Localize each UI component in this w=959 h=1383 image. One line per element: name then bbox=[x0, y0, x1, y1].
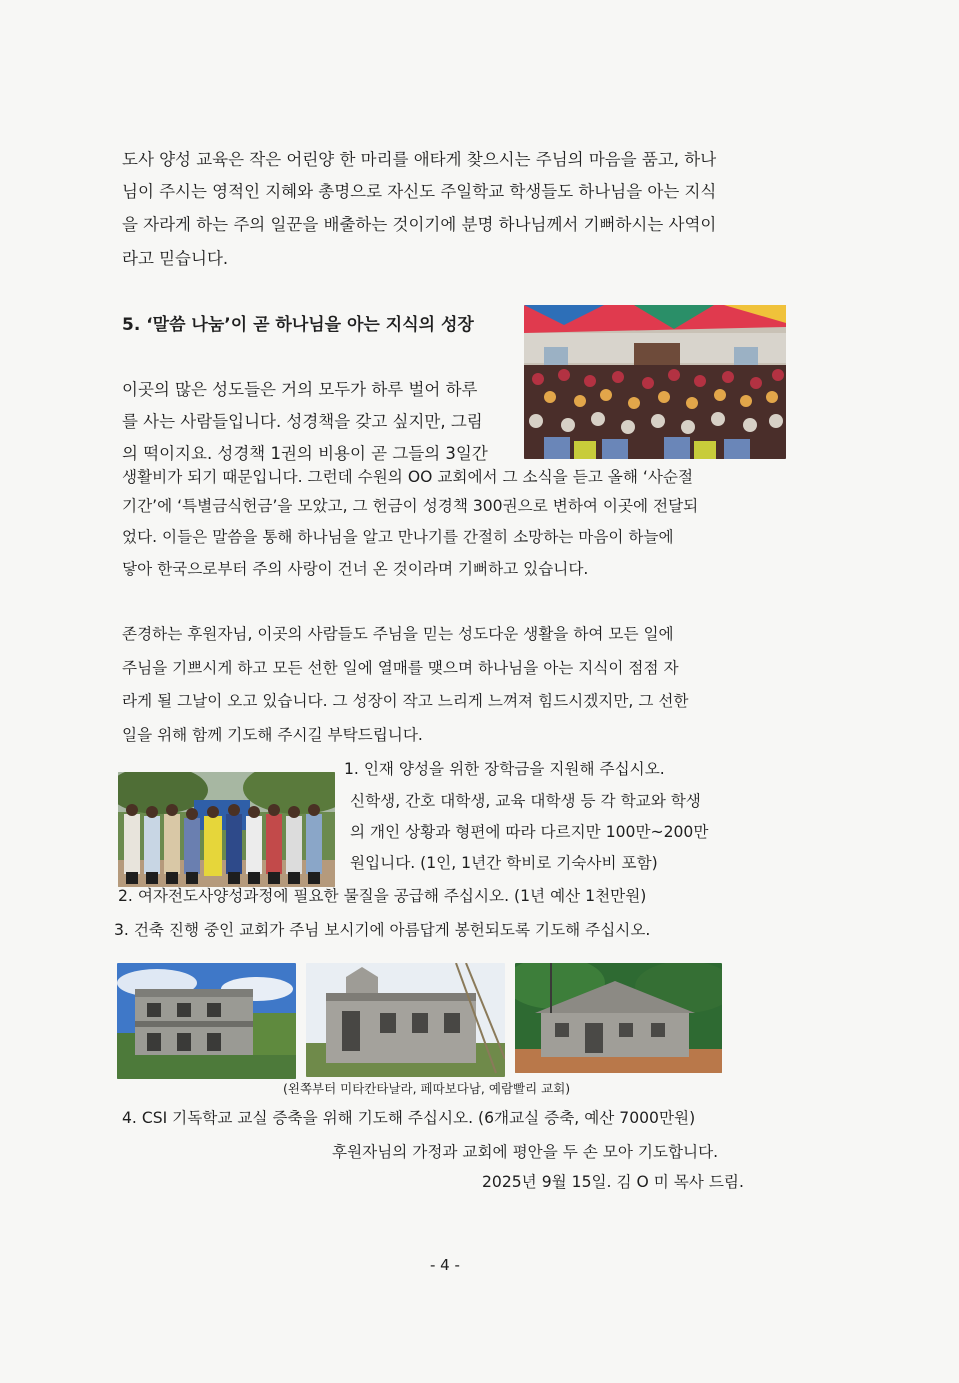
appeal-line: 주님을 기쁘시게 하고 모든 선한 일에 열매를 맺으며 하나님을 아는 지식이 점점 자 bbox=[122, 659, 679, 677]
request-item-3: 3. 건축 진행 중인 교회가 주님 보시기에 아름답게 봉헌되도록 기도해 주십시오. bbox=[114, 921, 651, 939]
request-item-4: 4. CSI 기독학교 교실 증축을 위해 기도해 주십시오. (6개교실 증축, 예산 7000만원) bbox=[122, 1109, 696, 1127]
congregation-photo bbox=[524, 305, 786, 459]
closing-blessing: 후원자님의 가정과 교회에 평안을 두 손 모아 기도합니다. bbox=[332, 1143, 719, 1161]
request-item-1-title: 1. 인재 양성을 위한 장학금을 지원해 주십시오. bbox=[344, 760, 665, 778]
request-item-1-line: 신학생, 간호 대학생, 교육 대학생 등 각 학교와 학생 bbox=[350, 792, 701, 810]
page-number: - 4 - bbox=[430, 1256, 460, 1274]
section5-line: 닿아 한국으로부터 주의 사랑이 건너 온 것이라며 기뻐하고 있습니다. bbox=[122, 560, 589, 578]
appeal-line: 일을 위해 함께 기도해 주시길 부탁드립니다. bbox=[122, 726, 423, 744]
group-photo bbox=[118, 772, 335, 887]
request-item-2: 2. 여자전도사양성과정에 필요한 물질을 공급해 주십시오. (1년 예산 1천만원) bbox=[118, 887, 647, 905]
request-item-1-line: 의 개인 상황과 형편에 따라 다르지만 100만~200만 bbox=[350, 823, 709, 841]
church-photo-mitakantanala bbox=[117, 963, 296, 1079]
intro-line: 님이 주시는 영적인 지혜와 총명으로 자신도 주일학교 학생들도 하나님을 아는 지식 bbox=[122, 182, 717, 201]
section5-heading: 5. ‘말씀 나눔’이 곧 하나님을 아는 지식의 성장 bbox=[122, 315, 474, 335]
closing-signature: 2025년 9월 15일. 김 O 미 목사 드림. bbox=[482, 1173, 744, 1191]
church-photos-caption: (왼쪽부터 미타칸타날라, 페따보다남, 예람빨리 교회) bbox=[283, 1081, 571, 1096]
appeal-line: 존경하는 후원자님, 이곳의 사람들도 주님을 믿는 성도다운 생활을 하여 모든 일에 bbox=[122, 625, 674, 643]
section5-line: 기간’에 ‘특별금식헌금’을 모았고, 그 헌금이 성경책 300권으로 변하여 이곳에 전달되 bbox=[122, 497, 699, 515]
church-photo-yerampally bbox=[515, 963, 722, 1073]
church-photo-pettabodanam bbox=[306, 963, 505, 1077]
appeal-line: 라게 될 그날이 오고 있습니다. 그 성장이 작고 느리게 느껴져 힘드시겠지만, 그 선한 bbox=[122, 692, 689, 710]
intro-line: 도사 양성 교육은 작은 어린양 한 마리를 애타게 찾으시는 주님의 마음을 품고, 하나 bbox=[122, 150, 717, 169]
intro-line: 을 자라게 하는 주의 일꾼을 배출하는 것이기에 분명 하나님께서 기뻐하시는 사역이 bbox=[122, 215, 717, 234]
section5-line: 었다. 이들은 말씀을 통해 하나님을 알고 만나기를 간절히 소망하는 마음이 하늘에 bbox=[122, 528, 674, 546]
request-item-1-line: 원입니다. (1인, 1년간 학비로 기숙사비 포함) bbox=[350, 854, 658, 872]
intro-line: 라고 믿습니다. bbox=[122, 249, 229, 268]
section5-line: 생활비가 되기 때문입니다. 그런데 수원의 OO 교회에서 그 소식을 듣고 올해 ‘사순절 bbox=[122, 468, 694, 486]
section5-line: 의 떡이지요. 성경책 1권의 비용이 곧 그들의 3일간 bbox=[122, 444, 488, 463]
section5-line: 를 사는 사람들입니다. 성경책을 갖고 싶지만, 그림 bbox=[122, 412, 483, 431]
section5-line: 이곳의 많은 성도들은 거의 모두가 하루 벌어 하루 bbox=[122, 380, 478, 399]
